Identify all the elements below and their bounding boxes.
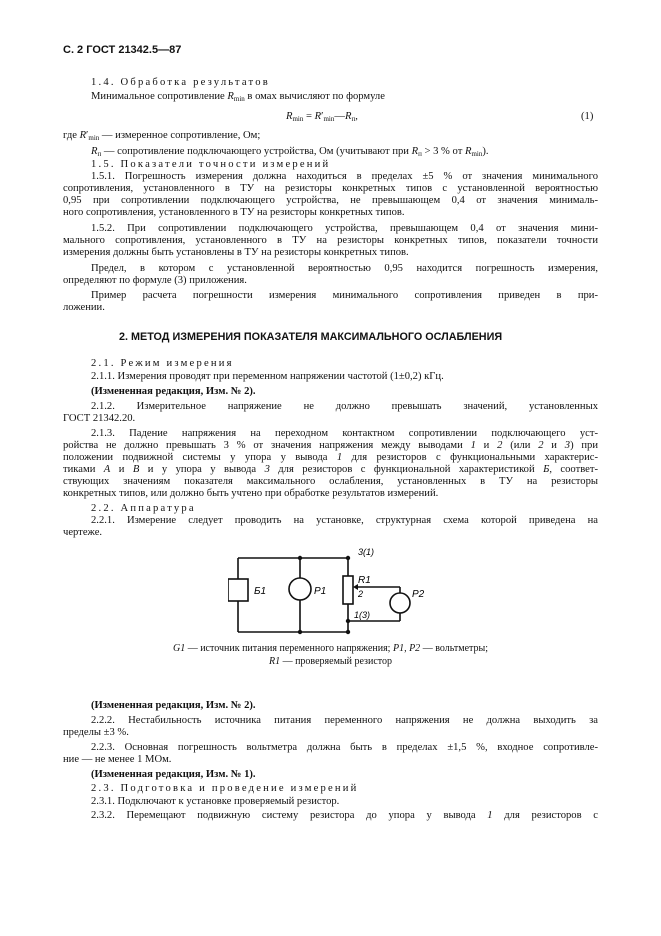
where-rp: $R_п$ — сопротивление подключающего устройства, Ом (учитывают при $R_п > 3$ % от $R_{min}$). <box>91 146 489 158</box>
circuit-diagram <box>228 546 434 640</box>
p231: 2.3.1. Подключают к установке проверяемый резистор. <box>91 796 340 807</box>
p232-line: 2.3.2. Перемещают подвижную систему резистора до упора у вывода 1 для резисторов с <box>91 810 598 821</box>
p211: 2.1.1. Измерения проводят при переменном напряжении частотой (1±0,2) кГц. <box>91 371 444 382</box>
formula-number: (1) <box>581 111 594 122</box>
p152-line: мального сопротивления, установленного в ТУ на резисторы конкретных типов, показатели точности <box>63 235 598 246</box>
edit-note: (Измененная редакция, Изм. № 2). <box>91 386 256 397</box>
section-2-2-title: 2.2. Аппаратура <box>91 503 196 514</box>
power-source-g1 <box>228 579 248 601</box>
label-terminal-mid: 2 <box>358 589 364 599</box>
p-example-line: ложении. <box>63 302 105 313</box>
where-rmin: где $R'_{min}$ — измеренное сопротивление, Ом; <box>63 130 261 142</box>
p213-line: ройства не должно превышать 3 % от значения напряжения между выводами 1 и 2 (или 2 и 3) при <box>63 440 599 451</box>
p221-line: чертеже. <box>63 527 103 538</box>
label-r1: R1 <box>358 575 371 586</box>
p152-line: 1.5.2. При сопротивлении подключающего устройства, превышающем 0,4 от значения мини- <box>91 223 598 234</box>
label-p1: P1 <box>314 586 327 597</box>
p-limit-line: Предел, в котором с установленной вероятностью 0,95 находится погрешность измерения, <box>91 263 598 274</box>
node-dot <box>346 630 350 634</box>
p-example-line: Пример расчета погрешности измерения минимального сопротивления приведен в при- <box>91 290 598 301</box>
p213-line: ствующих значениям показателя максимального ослабления, установленных в ТУ на резисторы <box>63 476 598 487</box>
section-2-3-title: 2.3. Подготовка и проведение измерений <box>91 783 359 794</box>
section-2-title: 2. МЕТОД ИЗМЕРЕНИЯ ПОКАЗАТЕЛЯ МАКСИМАЛЬНОГО ОСЛАБЛЕНИЯ <box>119 331 503 343</box>
p151-line: 1.5.1. Погрешность измерения должна находиться в пределах ±5 % от значения минимального <box>91 171 598 182</box>
figure-caption-line-1: G1 — источник питания переменного напряжения; P1, P2 — вольтметры; <box>172 643 489 654</box>
p213-line: конкретных типов, или должно быть учтено при обработке результатов измерений. <box>63 488 439 499</box>
p222-line: 2.2.2. Нестабильность источника питания переменного напряжения не должна выходить за <box>91 715 598 726</box>
section-1-4-title: 1.4. Обработка результатов <box>91 77 270 88</box>
node-dot <box>346 556 350 560</box>
p223-line: 2.2.3. Основная погрешность вольтметра должна быть в пределах ±1,5 %, входное сопротивле- <box>91 742 598 753</box>
section-2-1-title: 2.1. Режим измерения <box>91 358 234 369</box>
p223-line: ние — не менее 1 МОм. <box>63 754 172 765</box>
node-dot <box>346 619 350 623</box>
label-terminal-top: 3(1) <box>358 547 375 557</box>
page-header: С. 2 ГОСТ 21342.5—87 <box>63 44 182 56</box>
p213-line: 2.1.3. Падение напряжения на переходном контактном сопротивлении подключающего уст- <box>91 428 598 439</box>
section-1-5-title: 1.5. Показатели точности измерений <box>91 159 331 170</box>
edit-note: (Измененная редакция, Изм. № 1). <box>91 769 256 780</box>
p151-line: ного сопротивления, установленного в ТУ на резисторы конкретных типов. <box>63 207 405 218</box>
p-limit-line: определяют по формуле (3) приложения. <box>63 275 247 286</box>
voltmeter-p2 <box>390 593 410 613</box>
p213-line: положении подвижной системы у упора у вывода 1 для резисторов с функциональными характерис- <box>63 452 598 463</box>
p151-line: сопротивления, установленного в ТУ на резисторы конкретных типов с установленной вероятностью <box>63 183 598 194</box>
formula-1: $R_{min}$ = $R'_{min}—R_п$, <box>286 111 358 123</box>
label-p2: P2 <box>412 589 425 600</box>
s14-intro: Минимальное сопротивление $R_{min}$ в омах вычисляют по формуле <box>91 91 385 103</box>
p222-line: пределы ±3 %. <box>63 727 129 738</box>
voltmeter-p1 <box>289 578 311 600</box>
edit-note: (Измененная редакция, Изм. № 2). <box>91 700 256 711</box>
p151-line: 0,95 при сопротивлении подключающего устройства, не превышающем 0,4 от значения минималь- <box>63 195 598 206</box>
label-g1: Б1 <box>254 586 267 597</box>
p212-line: ГОСТ 21342.20. <box>63 413 136 424</box>
p213-line: тиками А и В и у упора у вывода 3 для резисторов с функциональной характеристикой Б, соответ- <box>63 464 598 475</box>
p212-line: 2.1.2. Измерительное напряжение не должно превышать значений, установленных <box>91 401 598 412</box>
figure-caption-line-2: R1 — проверяемый резистор <box>268 656 393 667</box>
p221-line: 2.2.1. Измерение следует проводить на установке, структурная схема которой приведена на <box>91 515 598 526</box>
node-dot <box>298 556 302 560</box>
label-terminal-bot: 1(3) <box>354 610 371 620</box>
p152-line: измерения должны быть установлены в ТУ на резисторы конкретных типов. <box>63 247 409 258</box>
resistor-r1 <box>343 576 353 604</box>
node-dot <box>298 630 302 634</box>
